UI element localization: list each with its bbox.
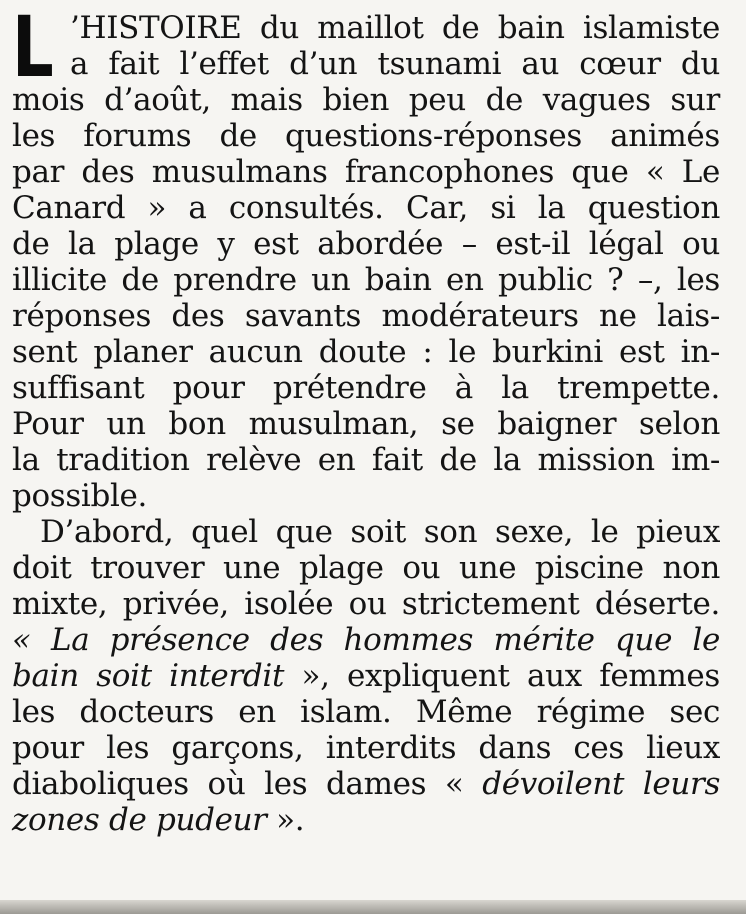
text-line xyxy=(12,442,720,478)
text-line xyxy=(12,370,720,406)
text-run: illicite de prendre un bain en public ? –, les xyxy=(12,262,720,298)
text-line xyxy=(12,334,720,370)
text-run: mixte, privée, isolée ou strictement déserte. xyxy=(12,586,720,622)
text-line xyxy=(12,118,720,154)
text-run: possible. xyxy=(12,478,148,514)
text-line xyxy=(12,262,720,298)
text-run: a fait l’effet d’un tsunami au cœur du xyxy=(70,46,720,82)
text-line xyxy=(12,406,720,442)
text-run: ’HISTOIRE du maillot de bain islamiste xyxy=(70,10,720,46)
italic-quote: « La présence des hommes mérite que le xyxy=(12,622,720,658)
text-line xyxy=(12,478,147,514)
text-line xyxy=(12,802,304,838)
text-run: diaboliques où les dames « xyxy=(12,766,483,802)
text-run: », expliquent aux femmes xyxy=(284,658,720,694)
italic-quote: dévoilent leurs xyxy=(482,766,720,802)
text-line xyxy=(12,298,720,334)
italic-quote: zones de pudeur xyxy=(12,802,267,838)
text-line xyxy=(12,622,720,658)
text-line xyxy=(12,550,720,586)
text-line xyxy=(70,10,720,46)
text-line xyxy=(12,82,720,118)
text-line xyxy=(12,190,720,226)
text-run: réponses des savants modérateurs ne lais- xyxy=(12,298,720,334)
text-run: ». xyxy=(266,802,305,838)
text-run: les forums de questions-réponses animés xyxy=(12,118,720,154)
text-line xyxy=(12,586,720,622)
text-line xyxy=(12,658,720,694)
text-run: les docteurs en islam. Même régime sec xyxy=(12,694,720,730)
text-run: de la plage y est abordée – est-il légal ou xyxy=(12,226,720,262)
text-line xyxy=(12,730,720,766)
text-line xyxy=(40,514,720,550)
text-run: sent planer aucun doute : le burkini est in- xyxy=(12,334,720,370)
text-run: pour les garçons, interdits dans ces lieux xyxy=(12,730,720,766)
page-bottom-edge xyxy=(0,900,746,914)
text-run: Pour un bon musulman, se baigner selon xyxy=(12,406,720,442)
text-run: doit trouver une plage ou une piscine non xyxy=(12,550,720,586)
text-run: suffisant pour prétendre à la trempette. xyxy=(12,370,720,406)
text-line xyxy=(12,226,720,262)
text-line xyxy=(12,154,720,190)
text-line xyxy=(12,766,720,802)
text-run: Canard » a consultés. Car, si la question xyxy=(12,190,720,226)
italic-quote: bain soit interdit xyxy=(12,658,285,694)
text-run: la tradition relève en fait de la mission im- xyxy=(12,442,720,478)
text-line xyxy=(70,46,720,82)
text-run: D’abord, quel que soit son sexe, le pieux xyxy=(40,514,720,550)
drop-cap: L xyxy=(12,0,54,96)
text-run: mois d’août, mais bien peu de vagues sur xyxy=(12,82,720,118)
text-line xyxy=(12,694,720,730)
text-run: par des musulmans francophones que « Le xyxy=(12,154,720,190)
